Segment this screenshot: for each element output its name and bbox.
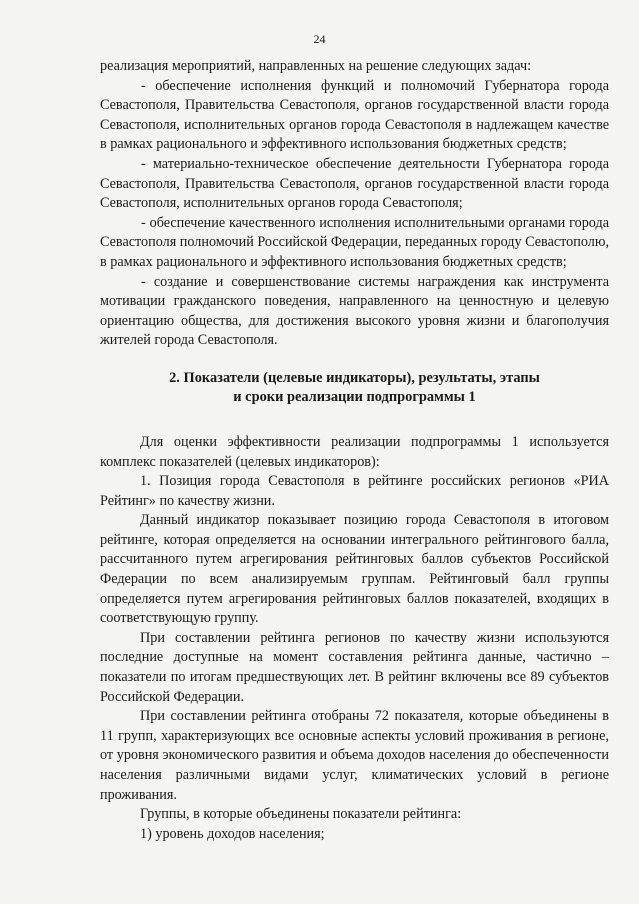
section-heading-line-2: и сроки реализации подпрограммы 1 (233, 388, 476, 405)
body-paragraph-2: 1. Позиция города Севастополя в рейтинге российских регионов «РИА Рейтинг» по качеству жизни. (100, 473, 609, 509)
body-paragraph-7: 1) уровень доходов населения; (140, 825, 325, 842)
task-item-1: - обеспечение исполнения функций и полномочий Губернатора города Севастополя, Правительства Севастополя, органов государственной власти города Севастополя, исполнительных органов города Севастополя в надлежащем качестве в рамках рационального и эффективного использования бюджетных средств; (100, 77, 609, 153)
page-number: 24 (313, 32, 326, 46)
intro-paragraph: реализация мероприятий, направленных на решение следующих задач: (100, 58, 532, 74)
section-heading (100, 369, 609, 407)
body-paragraph-5: При составлении рейтинга отобраны 72 показателя, которые объединены в 11 групп, характеризующих все основные аспекты условий проживания в регионе, от уровня экономического развития и объема доходов населения до обеспеченности населения различными видами услуг, климатических условий в регионе проживания. (100, 708, 609, 803)
document-body (100, 57, 609, 844)
task-item-3: - обеспечение качественного исполнения исполнительными органами города Севастополя полномочий Российской Федерации, переданных городу Севастополю, в рамках рационального и эффективного использования бюджетных средств; (100, 214, 609, 270)
body-paragraph-1: Для оценки эффективности реализации подпрограммы 1 используется комплекс показателей (целевых индикаторов): (100, 433, 609, 470)
task-item-2: - материально-техническое обеспечение деятельности Губернатора города Севастополя, Правительства Севастополя, органов государственной власти города Севастополя, исполнительных органов города Севастополя; (100, 155, 609, 212)
body-paragraph-4: При составлении рейтинга регионов по качеству жизни используются последние доступные на момент составления рейтинга данные, частично – показатели по итогам предшествующих лет. В рейтинг включены все 89 субъектов Российской Федерации. (100, 629, 609, 705)
task-item-4: - создание и совершенствование системы награждения как инструмента мотивации гражданского поведения, направленного на ценностную и целевую ориентацию общества, для достижения высокого уровня жизни и благополучия жителей города Севастополя. (100, 273, 609, 349)
section-heading-line-1: 2. Показатели (целевые индикаторы), результаты, этапы (169, 369, 540, 386)
body-paragraph-3: Данный индикатор показывает позицию города Севастополя в итоговом рейтинге, которая определяется на основании интегрального рейтингового балла, рассчитанного путем агрегирования рейтинговых баллов субъектов Российской Федерации по всем анализируемым группам. Рейтинговый балл группы определяется путем агрегирования рейтинговых баллов показателей, входящих в соответствующую группу. (100, 512, 609, 627)
body-paragraph-6: Группы, в которые объединены показатели рейтинга: (140, 806, 462, 823)
